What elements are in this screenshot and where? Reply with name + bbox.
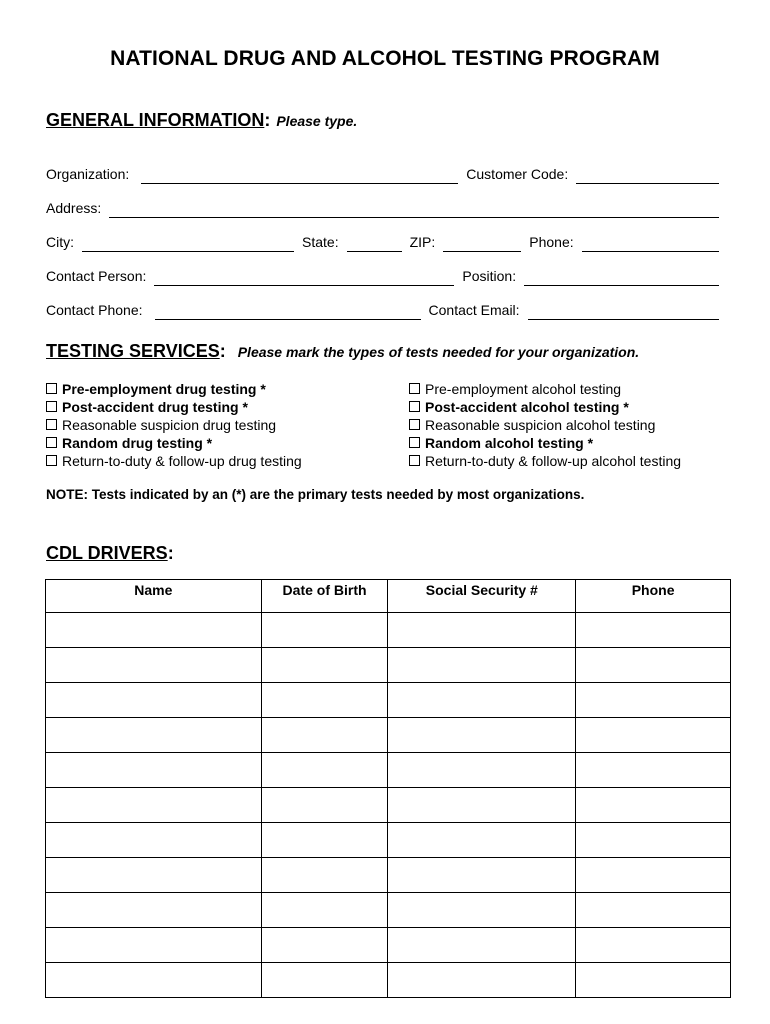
checkbox-icon[interactable]	[46, 455, 57, 466]
address-field[interactable]	[109, 201, 719, 218]
zip-field[interactable]	[443, 235, 521, 252]
phone-cell[interactable]	[576, 718, 731, 753]
organization-field[interactable]	[141, 167, 458, 184]
cdl-drivers-title: CDL DRIVERS	[46, 543, 168, 563]
check-item-label: Pre-employment drug testing *	[62, 381, 266, 397]
testing-note: NOTE: Tests indicated by an (*) are the primary tests needed by most organizations.	[46, 487, 585, 502]
check-item[interactable]	[409, 380, 681, 398]
contact-email-label: Contact Email:	[428, 302, 520, 318]
table-row	[46, 648, 731, 683]
ssn-cell[interactable]	[388, 893, 576, 928]
check-item[interactable]	[46, 452, 302, 470]
contact-person-label: Contact Person:	[46, 268, 147, 284]
customer-code-field[interactable]	[576, 167, 719, 184]
contact-phone-field[interactable]	[155, 303, 421, 320]
table-row	[46, 963, 731, 998]
dob-cell[interactable]	[261, 858, 388, 893]
dob-cell[interactable]	[261, 788, 388, 823]
city-label: City:	[46, 234, 74, 250]
dob-cell[interactable]	[261, 683, 388, 718]
testing-services-instruction: Please mark the types of tests needed for your organization.	[237, 344, 640, 360]
name-cell[interactable]	[46, 613, 262, 648]
dob-cell[interactable]	[261, 753, 388, 788]
phone-cell[interactable]	[576, 858, 731, 893]
checkbox-icon[interactable]	[46, 437, 57, 448]
check-item-label: Return-to-duty & follow-up alcohol testing	[425, 453, 682, 469]
zip-label: ZIP:	[409, 234, 436, 250]
dob-cell[interactable]	[261, 823, 388, 858]
name-cell[interactable]	[46, 788, 262, 823]
check-item-label: Random alcohol testing *	[425, 435, 594, 451]
ssn-cell[interactable]	[388, 718, 576, 753]
checkbox-icon[interactable]	[409, 437, 420, 448]
column-header-dob: Date of Birth	[261, 580, 388, 613]
checkbox-icon[interactable]	[409, 455, 420, 466]
position-field[interactable]	[524, 269, 719, 286]
check-item[interactable]	[46, 416, 302, 434]
phone-cell[interactable]	[576, 893, 731, 928]
column-header-name: Name	[46, 580, 262, 613]
name-cell[interactable]	[46, 823, 262, 858]
contact-phone-row	[46, 300, 719, 320]
general-info-heading	[46, 110, 357, 131]
ssn-cell[interactable]	[388, 613, 576, 648]
ssn-cell[interactable]	[388, 753, 576, 788]
phone-cell[interactable]	[576, 683, 731, 718]
check-item-label: Reasonable suspicion drug testing	[62, 417, 277, 433]
check-item[interactable]	[46, 398, 302, 416]
name-cell[interactable]	[46, 928, 262, 963]
table-header-row	[46, 580, 731, 613]
cdl-drivers-heading	[46, 543, 174, 564]
contact-person-field[interactable]	[154, 269, 454, 286]
ssn-cell[interactable]	[388, 683, 576, 718]
check-item[interactable]	[409, 416, 681, 434]
table-row	[46, 613, 731, 648]
check-item[interactable]	[409, 452, 681, 470]
name-cell[interactable]	[46, 893, 262, 928]
driver-rows	[46, 613, 731, 998]
organization-row	[46, 164, 719, 184]
table-row	[46, 683, 731, 718]
ssn-cell[interactable]	[388, 788, 576, 823]
phone-field[interactable]	[582, 235, 719, 252]
check-item[interactable]	[46, 434, 302, 452]
dob-cell[interactable]	[261, 613, 388, 648]
address-row	[46, 198, 719, 218]
column-header-phone: Phone	[576, 580, 731, 613]
checkbox-icon[interactable]	[409, 401, 420, 412]
checkbox-icon[interactable]	[46, 419, 57, 430]
ssn-cell[interactable]	[388, 963, 576, 998]
name-cell[interactable]	[46, 648, 262, 683]
checkbox-icon[interactable]	[409, 419, 420, 430]
table-row	[46, 858, 731, 893]
testing-services-colon: :	[219, 341, 226, 361]
check-item-label: Post-accident drug testing *	[62, 399, 248, 415]
address-label: Address:	[46, 200, 102, 216]
dob-cell[interactable]	[261, 893, 388, 928]
check-item-label: Post-accident alcohol testing *	[425, 399, 629, 415]
check-item-label: Pre-employment alcohol testing	[425, 381, 622, 397]
check-item-label: Return-to-duty & follow-up drug testing	[62, 453, 302, 469]
phone-label: Phone:	[529, 234, 574, 250]
table-row	[46, 718, 731, 753]
state-label: State:	[302, 234, 339, 250]
name-cell[interactable]	[46, 753, 262, 788]
table-row	[46, 753, 731, 788]
ssn-cell[interactable]	[388, 823, 576, 858]
phone-cell[interactable]	[576, 613, 731, 648]
check-item[interactable]	[409, 434, 681, 452]
cdl-drivers-table	[45, 579, 731, 998]
city-row	[46, 232, 719, 252]
name-cell[interactable]	[46, 858, 262, 893]
checkbox-icon[interactable]	[46, 401, 57, 412]
ssn-cell[interactable]	[388, 858, 576, 893]
testing-services-title: TESTING SERVICES	[46, 341, 220, 361]
table-row	[46, 928, 731, 963]
table-row	[46, 823, 731, 858]
contact-email-field[interactable]	[528, 303, 719, 320]
check-item-label: Reasonable suspicion alcohol testing	[425, 417, 656, 433]
ssn-cell[interactable]	[388, 648, 576, 683]
phone-cell[interactable]	[576, 928, 731, 963]
dob-cell[interactable]	[261, 928, 388, 963]
cdl-drivers-colon: :	[167, 543, 174, 563]
check-item[interactable]	[46, 380, 302, 398]
testing-services-heading	[46, 341, 639, 362]
name-cell[interactable]	[46, 683, 262, 718]
dob-cell[interactable]	[261, 648, 388, 683]
customer-code-label: Customer Code:	[466, 166, 569, 182]
contact-phone-label: Contact Phone:	[46, 302, 143, 318]
drug-tests-list	[46, 380, 302, 470]
table-row	[46, 893, 731, 928]
alcohol-tests-list	[409, 380, 681, 470]
name-cell[interactable]	[46, 963, 262, 998]
checkbox-icon[interactable]	[409, 383, 420, 394]
general-info-instruction: Please type.	[276, 113, 358, 129]
name-cell[interactable]	[46, 718, 262, 753]
phone-cell[interactable]	[576, 788, 731, 823]
position-label: Position:	[462, 268, 517, 284]
column-header-ssn: Social Security #	[388, 580, 576, 613]
contact-person-row	[46, 266, 719, 286]
phone-cell[interactable]	[576, 823, 731, 858]
organization-label: Organization:	[46, 166, 130, 182]
check-item[interactable]	[409, 398, 681, 416]
state-field[interactable]	[347, 235, 402, 252]
dob-cell[interactable]	[261, 718, 388, 753]
phone-cell[interactable]	[576, 963, 731, 998]
general-info-colon: :	[264, 110, 271, 130]
city-field[interactable]	[82, 235, 294, 252]
table-row	[46, 788, 731, 823]
check-item-label: Random drug testing *	[62, 435, 213, 451]
phone-cell[interactable]	[576, 753, 731, 788]
checkbox-icon[interactable]	[46, 383, 57, 394]
ssn-cell[interactable]	[388, 928, 576, 963]
phone-cell[interactable]	[576, 648, 731, 683]
general-info-title: GENERAL INFORMATION	[46, 110, 265, 130]
dob-cell[interactable]	[261, 963, 388, 998]
page-title: NATIONAL DRUG AND ALCOHOL TESTING PROGRAM	[110, 47, 660, 70]
